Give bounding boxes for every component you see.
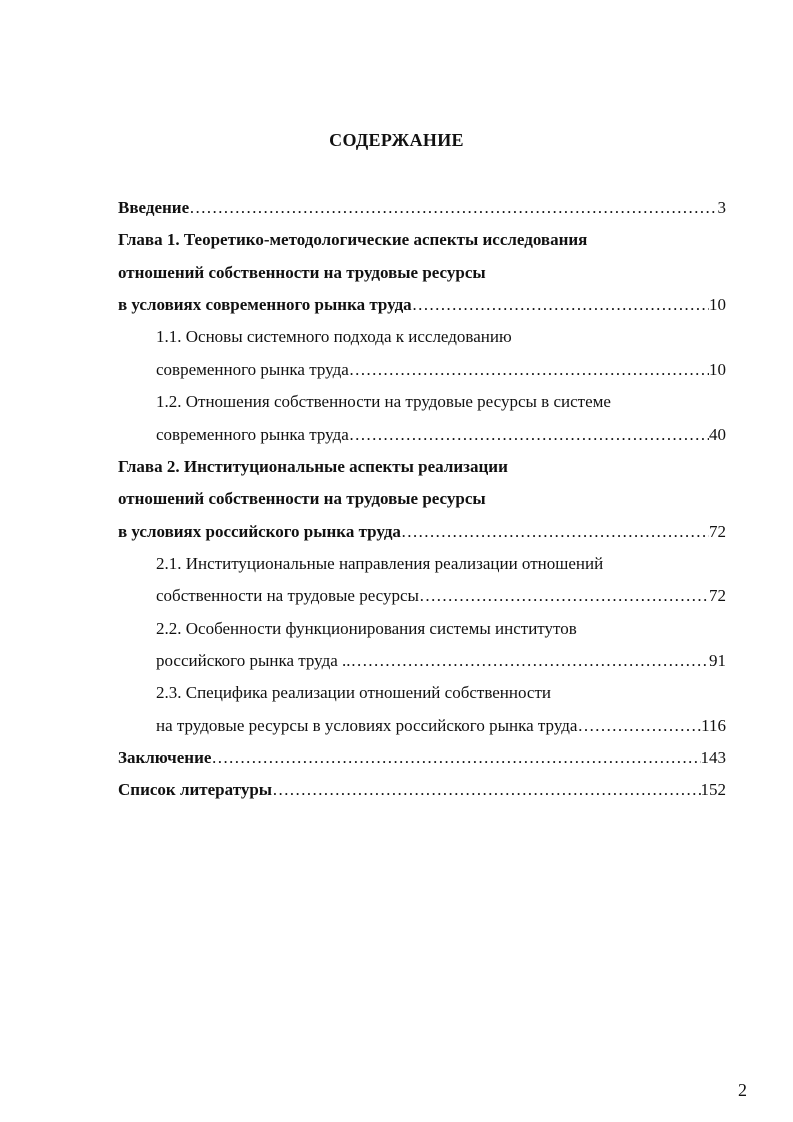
- toc-entry-text: 2.2. Особенности функционирования системы институтов: [156, 619, 577, 638]
- toc-entry-page: 10: [709, 295, 726, 314]
- toc-entry-text: Введение: [118, 198, 190, 217]
- page-number: 2: [738, 1080, 747, 1100]
- toc-entry-page: 72: [709, 586, 726, 605]
- leader-dots: [349, 360, 709, 380]
- toc-entry-text: отношений собственности на трудовые ресурсы: [118, 263, 486, 282]
- leader-dots: [272, 780, 700, 800]
- toc-entry-page: 10: [709, 360, 726, 379]
- toc-entry-section-2-2-line2[interactable]: [156, 651, 726, 671]
- toc-entry-introduction[interactable]: [118, 198, 726, 218]
- toc-entry-text: собственности на трудовые ресурсы: [156, 586, 419, 605]
- toc-entry-page: 91: [709, 651, 726, 670]
- toc-entry-references[interactable]: [118, 780, 726, 800]
- leader-dots: [412, 295, 709, 315]
- toc-entry-chapter2-line2[interactable]: [118, 489, 726, 509]
- toc-entry-section-1-1-line2[interactable]: [156, 360, 726, 380]
- page-title: СОДЕРЖАНИЕ: [329, 130, 464, 150]
- leader-dots: [189, 198, 717, 218]
- toc-entry-text: Список литературы: [118, 780, 273, 799]
- toc-entry-chapter1-line3[interactable]: [118, 295, 726, 315]
- toc-entry-text: современного рынка труда: [156, 360, 349, 379]
- toc-entry-page: 143: [700, 748, 726, 767]
- toc-entry-chapter2-line1[interactable]: [118, 457, 726, 477]
- toc-entry-chapter1-line1[interactable]: [118, 230, 726, 250]
- toc-entry-text: Глава 2. Институциональные аспекты реализации: [118, 457, 508, 476]
- leader-dots: [577, 716, 701, 736]
- toc-entry-text: в условиях российского рынка труда: [118, 522, 401, 541]
- toc-entry-section-2-3-line2[interactable]: [156, 716, 726, 736]
- toc-entry-text: на трудовые ресурсы в условиях российского рынка труда: [156, 716, 578, 735]
- toc-entry-page: 40: [709, 425, 726, 444]
- leader-dots: [211, 748, 700, 768]
- toc-entry-text: Заключение: [118, 748, 212, 767]
- toc-entry-text: 2.1. Институциональные направления реализации отношений: [156, 554, 604, 573]
- toc-entry-text: современного рынка труда: [156, 425, 349, 444]
- toc-entry-text: 2.3. Специфика реализации отношений собственности: [156, 683, 551, 702]
- toc-entry-chapter1-line2[interactable]: [118, 263, 726, 283]
- toc-entry-section-1-1-line1[interactable]: [156, 327, 726, 347]
- toc-entry-text: в условиях современного рынка труда: [118, 295, 412, 314]
- leader-dots: [351, 651, 709, 671]
- toc-entry-text: отношений собственности на трудовые ресурсы: [118, 489, 486, 508]
- leader-dots: [419, 586, 709, 606]
- toc-entry-text: Глава 1. Теоретико-методологические аспекты исследования: [118, 230, 588, 249]
- toc-entry-page: 116: [701, 716, 726, 735]
- toc-entry-section-1-2-line1[interactable]: [156, 392, 726, 412]
- toc-entry-section-2-3-line1[interactable]: [156, 683, 726, 703]
- toc-entry-section-2-1-line2[interactable]: [156, 586, 726, 606]
- toc-entry-section-1-2-line2[interactable]: [156, 425, 726, 445]
- leader-dots: [349, 425, 709, 445]
- toc-entry-chapter2-line3[interactable]: [118, 522, 726, 542]
- toc-entry-page: 3: [717, 198, 726, 217]
- toc-entry-text: российского рынка труда ..: [156, 651, 351, 670]
- toc-entry-text: 1.1. Основы системного подхода к исследованию: [156, 327, 512, 346]
- toc-entry-section-2-2-line1[interactable]: [156, 619, 726, 639]
- toc-entry-conclusion[interactable]: [118, 748, 726, 768]
- toc-entry-section-2-1-line1[interactable]: [156, 554, 726, 574]
- toc-entry-page: 152: [700, 780, 726, 799]
- leader-dots: [401, 522, 709, 542]
- toc-entry-page: 72: [709, 522, 726, 541]
- toc-entry-text: 1.2. Отношения собственности на трудовые ресурсы в системе: [156, 392, 611, 411]
